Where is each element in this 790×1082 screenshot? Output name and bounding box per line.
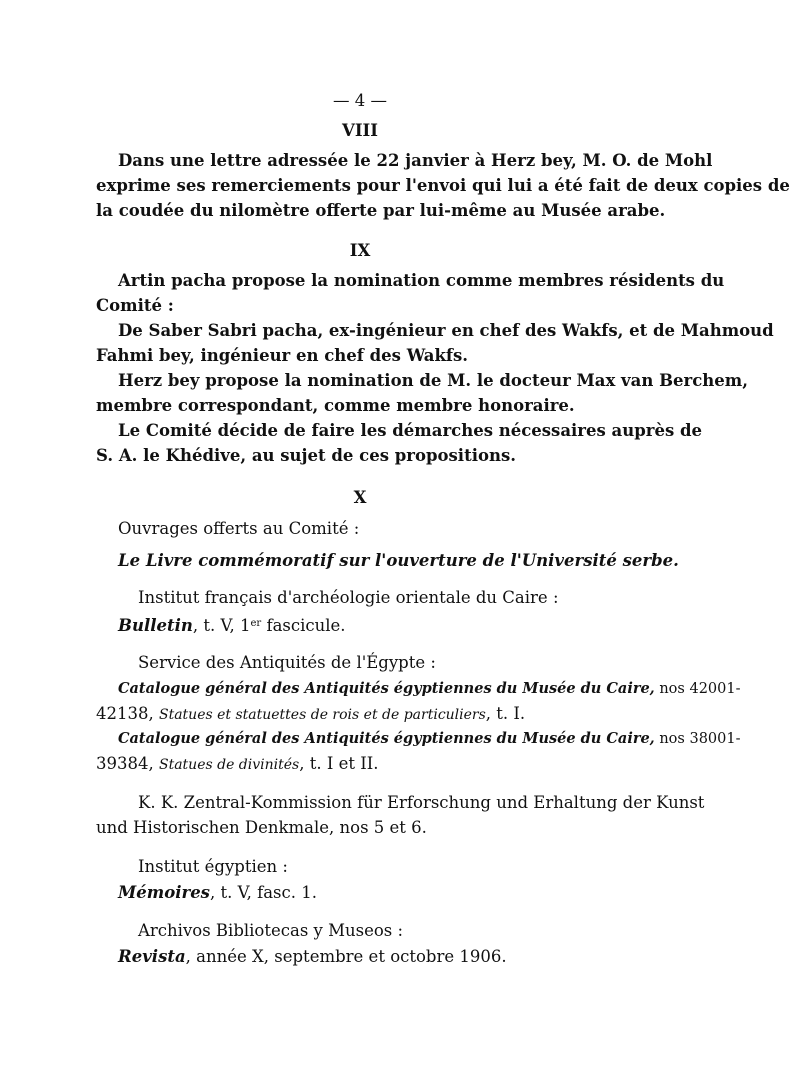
institut-egyptien-name: Institut égyptien :	[138, 857, 288, 876]
catalogue-entry-2: Catalogue général des Antiquités égyptiennes du Musée du Caire, nos 38001-	[118, 730, 741, 747]
ifao-bulletin-entry: Bulletin, t. V, 1er fascicule.	[118, 616, 346, 635]
paragraph-line: Fahmi bey, ingénieur en chef des Wakfs.	[96, 346, 469, 365]
section-heading-x: X	[353, 488, 367, 507]
kk-kommission-line1: K. K. Zentral-Kommission für Erforschung und Erhaltung der Kunst	[138, 793, 705, 812]
paragraph-line: Comité :	[96, 296, 174, 315]
catalogue-entry-2-cont: 39384, Statues de divinités, t. I et II.	[96, 754, 379, 773]
paragraph-line: Dans une lettre adressée le 22 janvier à Herz bey, M. O. de Mohl	[118, 151, 713, 170]
paragraph-line: exprime ses remerciements pour l'envoi qui lui a été fait de deux copies de	[96, 176, 790, 195]
page-number: — 4 —	[333, 91, 387, 110]
paragraph-line: membre correspondant, comme membre honoraire.	[96, 396, 575, 415]
paragraph-line: Artin pacha propose la nomination comme membres résidents du	[118, 271, 725, 290]
section-heading-viii: VIII	[342, 121, 378, 140]
offered-works-intro: Ouvrages offerts au Comité :	[118, 519, 360, 538]
paragraph-line: Herz bey propose la nomination de M. le docteur Max van Berchem,	[118, 371, 748, 390]
livre-commemoratif-title: Le Livre commémoratif sur l'ouverture de l'Université serbe.	[118, 551, 679, 570]
paragraph-line: Le Comité décide de faire les démarches nécessaires auprès de	[118, 421, 703, 440]
catalogue-entry-1-cont: 42138, Statues et statuettes de rois et de particuliers, t. I.	[96, 704, 526, 723]
archivos-revista-entry: Revista, année X, septembre et octobre 1906.	[118, 947, 507, 966]
institut-memoires-entry: Mémoires, t. V, fasc. 1.	[118, 883, 318, 902]
kk-kommission-line2: und Historischen Denkmale, nos 5 et 6.	[96, 818, 427, 837]
paragraph-line: De Saber Sabri pacha, ex-ingénieur en chef des Wakfs, et de Mahmoud	[118, 321, 774, 340]
archivos-name: Archivos Bibliotecas y Museos :	[138, 921, 404, 940]
paragraph-line: S. A. le Khédive, au sujet de ces propositions.	[96, 446, 517, 465]
bulletin-title: Bulletin	[118, 616, 193, 635]
ifao-name: Institut français d'archéologie orientale du Caire :	[138, 588, 559, 607]
section-heading-ix: IX	[349, 241, 371, 260]
service-antiquites-name: Service des Antiquités de l'Égypte :	[138, 653, 436, 672]
paragraph-line: la coudée du nilomètre offerte par lui-même au Musée arabe.	[96, 201, 666, 220]
catalogue-entry-1: Catalogue général des Antiquités égyptiennes du Musée du Caire, nos 42001-	[118, 680, 741, 697]
